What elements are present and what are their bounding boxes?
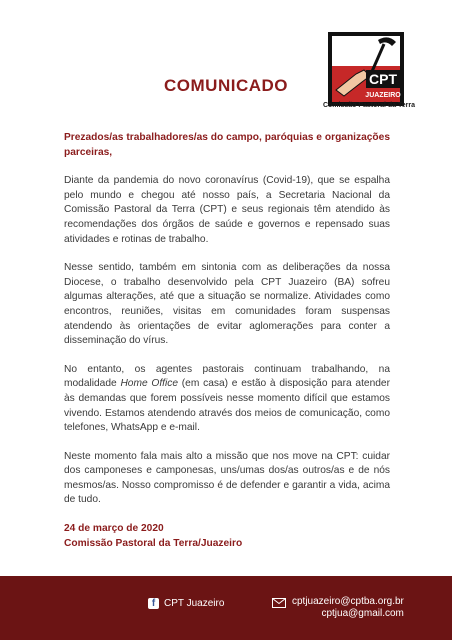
paragraph-3-after: (em casa) e estão à disposição para atender às demandas que forem possíveis nesse momento difícil que estamos vivendo. Estamos atendendo através dos meios de comunicação, como telefones, WhatsApp e e-mail. xyxy=(64,378,390,434)
logo-sub-text: JUAZEIRO xyxy=(365,92,401,99)
signoff xyxy=(64,522,390,551)
envelope-icon xyxy=(272,598,286,608)
footer xyxy=(0,576,452,640)
document-title: COMUNICADO xyxy=(164,76,288,95)
cpt-logo xyxy=(326,30,406,112)
paragraph-1: Diante da pandemia do novo coronavírus (Covid-19), que se espalha pelo mundo e chegou até nosso país, a Secretaria Nacional da Comissão Pastoral da Terra (CPT) e seus regionais têm atendido às recomendações dos órgãos de saúde e governos e repensado suas atividades e rotinas de trabalho. xyxy=(64,175,390,245)
logo-caption: Comissão Pastoral da Terra xyxy=(322,102,416,109)
logo-badge-text: CPT xyxy=(369,71,397,87)
facebook-link[interactable] xyxy=(148,598,224,609)
paragraph-2: Nesse sentido, também em sintonia com as deliberações da nossa Diocese, o trabalho desenvolvido pela CPT Juazeiro (BA) sofreu algumas alterações, até que a situação se normalize. Atividades como encontros, reuniões, visitas em comunidades foram suspensas atendendo às orientações de evitar aglomerações para conter a disseminação do vírus. xyxy=(64,262,390,347)
email-link[interactable] xyxy=(272,596,404,620)
salutation: Prezados/as trabalhadores/as do campo, paróquias e organizações parceiras, xyxy=(64,132,390,158)
date: 24 de março de 2020 xyxy=(64,523,164,535)
email-secondary[interactable]: cptjua@gmail.com xyxy=(321,608,404,619)
facebook-label: CPT Juazeiro xyxy=(164,598,225,609)
facebook-icon: f xyxy=(148,598,159,609)
email-primary[interactable]: cptjuazeiro@cptba.org.br xyxy=(292,596,404,607)
paragraph-4: Neste momento fala mais alto a missão que nos move na CPT: cuidar dos camponeses e camponesas, uns/umas dos/as outros/as e de nós mesmos/as. Nosso compromisso é de defender e garantir a vida, acima de tudo. xyxy=(64,450,390,506)
paragraph-3 xyxy=(64,363,390,436)
paragraph-3-before: No entanto, os agentes pastorais continuam trabalhando, na modalidade xyxy=(64,363,390,390)
home-office-emphasis: Home Office xyxy=(120,378,179,390)
letter-body xyxy=(64,131,390,551)
signature: Comissão Pastoral da Terra/Juazeiro xyxy=(64,537,243,549)
